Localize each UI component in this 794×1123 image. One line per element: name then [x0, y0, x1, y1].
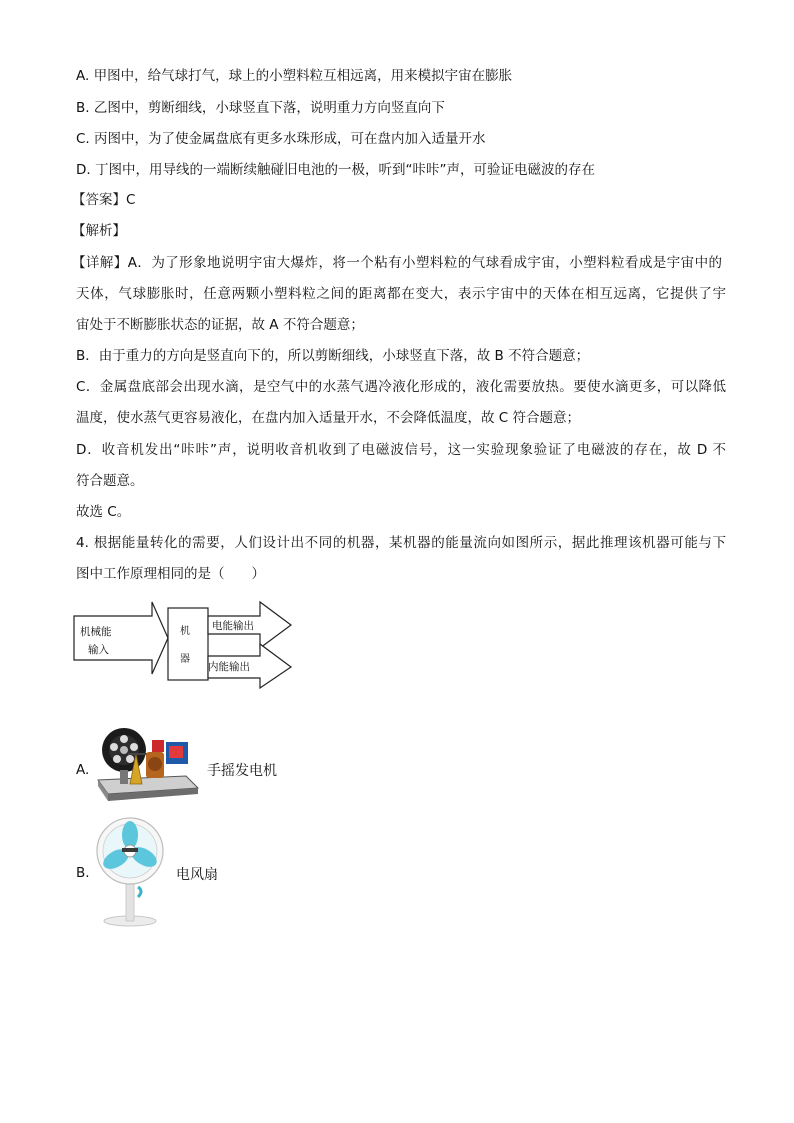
output-label-thermal: 内能输出	[208, 661, 250, 673]
hand-crank-generator-icon	[94, 726, 200, 804]
detail-line-7: D．收音机发出“咔咔”声，说明收音机收到了电磁波信号，这一实验现象验证了电磁波的存在，故 D 不	[76, 442, 726, 458]
answer-tag: 【答案】	[72, 192, 126, 208]
q3-option-d: D. 丁图中，用导线的一端断续触碰旧电池的一极，听到“咔咔”声，可验证电磁波的存在	[76, 162, 595, 178]
machine-label-char1: 机	[180, 626, 190, 637]
detail-line-6: 温度，使水蒸气更容易液化，在盘内加入适量开水，不会降低温度，故 C 符合题意；	[76, 410, 581, 426]
q4-stem-line-2: 图中工作原理相同的是（ ）	[76, 566, 265, 582]
energy-flow-diagram	[72, 598, 298, 690]
choice-b-letter: B.	[76, 865, 90, 881]
q3-option-c: C. 丙图中，为了使金属盘底有更多水珠形成，可在盘内加入适量开水	[76, 131, 486, 147]
detail-line-4: B．由于重力的方向是竖直向下的，所以剪断细线，小球竖直下落，故 B 不符合题意；	[76, 348, 590, 364]
detail-line-2: 天体，气球膨胀时，任意两颗小塑料粒之间的距离都在变大，表示宇宙中的天体在相互远离，它提供了宇	[76, 286, 726, 302]
detail-line-9: 故选 C。	[76, 504, 131, 520]
answer-row	[72, 190, 722, 210]
choice-a-text: 手摇发电机	[207, 763, 277, 779]
q3-option-b: B. 乙图中，剪断细线，小球竖直下落，说明重力方向竖直向下	[76, 100, 445, 116]
q3-option-a: A. 甲图中，给气球打气，球上的小塑料粒互相远离，用来模拟宇宙在膨胀	[76, 68, 513, 84]
detail-line-3: 宙处于不断膨胀状态的证据，故 A 不符合题意；	[76, 317, 364, 333]
choice-a-letter: A.	[76, 762, 90, 778]
analysis-tag: 【解析】	[72, 223, 126, 239]
choice-b-text: 电风扇	[176, 867, 218, 883]
q4-stem-line-1: 4. 根据能量转化的需要，人们设计出不同的机器，某机器的能量流向如图所示，据此推理该机器可能与下	[76, 535, 726, 551]
detail-line-8: 符合题意。	[76, 473, 144, 489]
input-label-line2: 输入	[88, 644, 109, 656]
detail-line-1: 【详解】A．为了形象地说明宇宙大爆炸，将一个粘有小塑料粒的气球看成宇宙，小塑料粒看成是宇宙中的	[72, 255, 722, 271]
electric-fan-icon	[94, 815, 166, 927]
machine-box	[168, 608, 208, 680]
detail-line-5: C．金属盘底部会出现水滴，是空气中的水蒸气遇冷液化形成的，液化需要放热。要使水滴更多，可以降低	[76, 379, 726, 395]
output-label-electric: 电能输出	[212, 620, 254, 632]
answer-value: C	[126, 192, 136, 208]
machine-label-char2: 器	[180, 654, 190, 665]
input-label-line1: 机械能	[80, 626, 112, 638]
input-arrow	[74, 602, 168, 674]
